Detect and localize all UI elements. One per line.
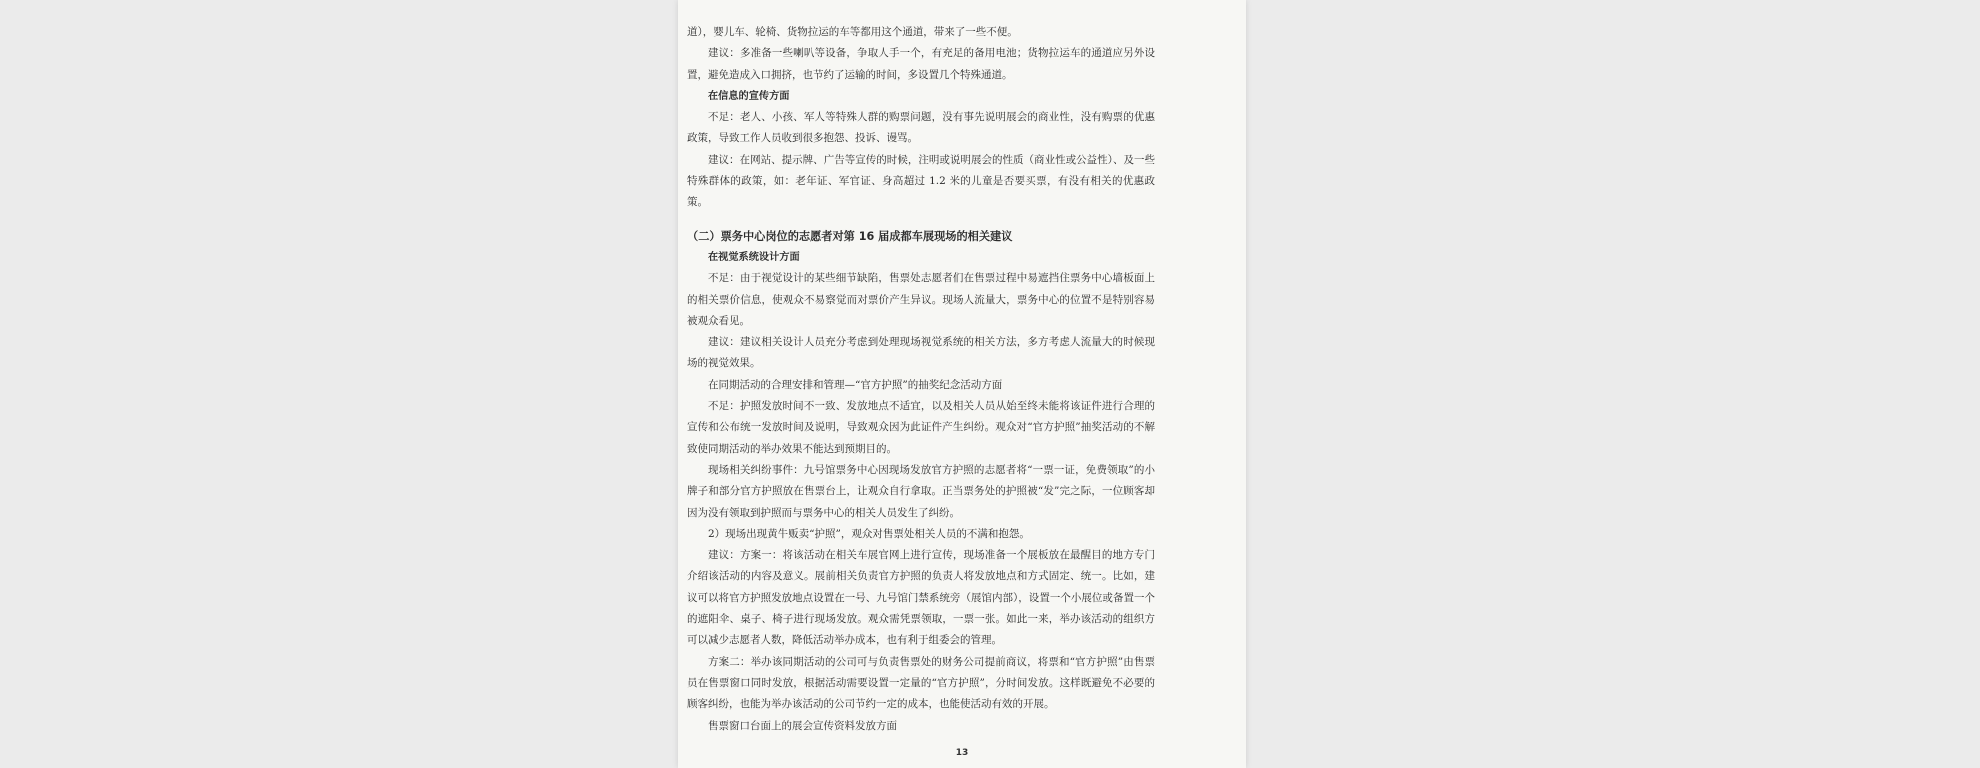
body-paragraph: 现场相关纠纷事件：九号馆票务中心因现场发放官方护照的志愿者将“一票一证，免费领取”的小牌子和部分官方护照放在售票台上，让观众自行拿取。正当票务处的护照被“发”完之际，一位顾客却因为没有领取到护照而与票务中心的相关人员发生了纠纷。 xyxy=(687,463,1155,519)
body-paragraph: 建议：方案一：将该活动在相关车展官网上进行宣传，现场准备一个展板放在最醒目的地方专门介绍该活动的内容及意义。展前相关负责官方护照的负责人将发放地点和方式固定、统一。比如，建议可以将官方护照发放地点设置在一号、九号馆门禁系统旁（展馆内部），设置一个小展位或备置一个的遮阳伞、桌子、椅子进行现场发放。观众需凭票领取，一票一张。如此一来，举办该活动的组织方可以减少志愿者人数，降低活动举办成本，也有利于组委会的管理。 xyxy=(687,549,1155,647)
body-paragraph: 建议：建议相关设计人员充分考虑到处理现场视觉系统的相关方法，多方考虑人流量大的时候现场的视觉效果。 xyxy=(687,336,1155,370)
document-page xyxy=(678,0,1246,768)
body-paragraph: 建议：在网站、提示牌、广告等宣传的时候，注明或说明展会的性质（商业性或公益性）、及一些特殊群体的政策，如：老年证、军官证、身高超过 1.2 米的儿童是否要买票，有没有相关的优惠政策。 xyxy=(687,153,1155,209)
subsection-heading: 在视觉系统设计方面 xyxy=(708,251,800,263)
subsection-heading: 在信息的宣传方面 xyxy=(708,90,790,102)
body-paragraph: 2）现场出现黄牛贩卖“护照”，观众对售票处相关人员的不满和抱怨。 xyxy=(708,527,1030,540)
body-paragraph: 不足：由于视觉设计的某些细节缺陷，售票处志愿者们在售票过程中易遮挡住票务中心墙板面上的相关票价信息，使观众不易察觉而对票价产生异议。现场人流量大，票务中心的位置不是特别容易被观众看见。 xyxy=(687,272,1155,327)
body-paragraph: 方案二：举办该同期活动的公司可与负责售票处的财务公司提前商议，将票和“官方护照”由售票员在售票窗口同时发放，根据活动需要设置一定量的“官方护照”，分时间发放。这样既避免不必要的顾客纠纷，也能为举办该活动的公司节约一定的成本，也能使活动有效的开展。 xyxy=(687,655,1155,711)
body-paragraph: 道），婴儿车、轮椅、货物拉运的车等都用这个通道，带来了一些不便。 xyxy=(687,26,1018,38)
body-paragraph: 在同期活动的合理安排和管理—“官方护照”的抽奖纪念活动方面 xyxy=(708,378,1003,391)
section-heading: （二）票务中心岗位的志愿者对第 16 届成都车展现场的相关建议 xyxy=(687,229,1013,243)
body-paragraph: 售票窗口台面上的展会宣传资料发放方面 xyxy=(708,719,897,732)
body-paragraph: 不足：老人、小孩、军人等特殊人群的购票问题，没有事先说明展会的商业性，没有购票的优惠政策，导致工作人员收到很多抱怨、投诉、谩骂。 xyxy=(687,111,1155,145)
body-paragraph: 不足：护照发放时间不一致、发放地点不适宜，以及相关人员从始至终未能将该证件进行合理的宣传和公布统一发放时间及说明，导致观众因为此证件产生纠纷。观众对“官方护照”抽奖活动的不解致使同期活动的举办效果不能达到预期目的。 xyxy=(687,400,1155,455)
page-number: 13 xyxy=(955,748,969,758)
document-body xyxy=(687,22,1155,737)
body-paragraph: 建议：多准备一些喇叭等设备，争取人手一个，有充足的备用电池；货物拉运车的通道应另外设置，避免造成入口拥挤，也节约了运输的时间，多设置几个特殊通道。 xyxy=(687,47,1155,81)
